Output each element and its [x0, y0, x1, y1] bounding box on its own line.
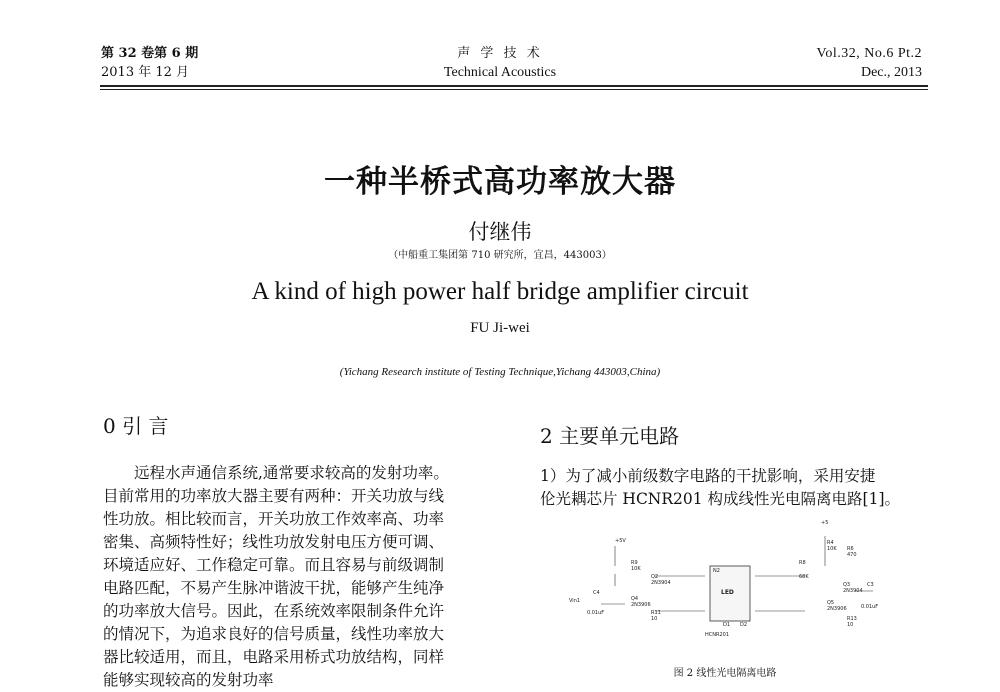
text-line: 的情况下，为追求良好的信号质量，线性功率放大: [103, 625, 445, 643]
r4-value: 10K: [827, 546, 837, 552]
c4-value: 0.01uF: [587, 610, 605, 616]
r6-label: R6: [847, 546, 854, 552]
author-en: FU Ji-wei: [470, 320, 530, 336]
text-line: 伦光耦芯片 HCNR201 构成线性光电隔离电路[1]。: [540, 490, 901, 508]
affiliation-cn: （中船重工集团第 710 研究所，宜昌，443003）: [388, 250, 612, 261]
header-rule-thick: [100, 85, 928, 87]
issue-date-cn: 2013 年 12 月: [101, 65, 190, 80]
q2-type: 2N3904: [651, 580, 671, 586]
text-line: 性功放。相比较而言，开关功放工作效率高、功率: [103, 510, 445, 528]
author-cn: 付继伟: [468, 220, 532, 244]
issue-volume-cn: 第 32 卷第 6 期: [101, 46, 199, 61]
r13-label: R13: [847, 616, 857, 622]
journal-name-cn: 声 学 技 术: [457, 46, 543, 61]
r8-label: R8: [799, 560, 806, 566]
d1-label: D1: [723, 622, 731, 628]
q3-type: 2N3904: [843, 588, 863, 594]
journal-name-en: Technical Acoustics: [443, 65, 557, 80]
q3-label: Q3: [843, 582, 851, 588]
q5-type: 2N3906: [827, 606, 847, 612]
paper-title-en: A kind of high power half bridge amplifier circuit: [251, 278, 749, 305]
text-line: 器比较适用，而且，电路采用桥式功放结构，同样: [103, 648, 445, 666]
figure-caption: 图 2 线性光电隔离电路: [673, 668, 777, 679]
q4-label: Q4: [631, 596, 639, 602]
issue-volume-en: Vol.32, No.6 Pt.2: [816, 46, 922, 61]
led-label: LED: [721, 589, 734, 596]
vcc-left-label: +5V: [615, 538, 626, 544]
intro-paragraph: [103, 462, 495, 692]
q5-label: Q5: [827, 600, 835, 606]
section-heading-introduction: 0 引 言: [103, 414, 169, 438]
q4-type: 2N3906: [631, 602, 651, 608]
affiliation-en: (Yichang Research institute of Testing Technique,Yichang 443003,China): [339, 366, 661, 378]
text-line: 1）为了减小前级数字电路的干扰影响，采用安捷: [540, 467, 876, 485]
text-line: 远程水声通信系统,通常要求较高的发射功率。: [134, 464, 449, 482]
section2-paragraph: [540, 465, 932, 511]
vcc-right-label: +5: [821, 520, 829, 526]
chip-n2-label: N2: [713, 568, 720, 574]
c3-label: C3: [867, 582, 874, 588]
issue-date-en: Dec., 2013: [860, 65, 922, 80]
paper-title-cn: 一种半桥式高功率放大器: [324, 164, 676, 200]
r6-value: 470: [847, 552, 857, 558]
r8-value: 68K: [799, 574, 809, 580]
c4-label: C4: [593, 590, 600, 596]
q2-label: Q2: [651, 574, 659, 580]
header-rule-thin: [100, 89, 928, 90]
r11-label: R11: [651, 610, 661, 616]
r13-value: 10: [847, 622, 854, 628]
section-heading-main-circuits: 2 主要单元电路: [540, 424, 680, 448]
r4-label: R4: [827, 540, 834, 546]
text-line: 密集、高频特性好；线性功放发射电压方便可调、: [103, 533, 445, 551]
chip-name-label: HCNR201: [705, 632, 730, 638]
vin-label: Vin1: [569, 598, 581, 604]
text-line: 的功率放大信号。因此，在系统效率限制条件允许: [103, 602, 445, 620]
c3-value: 0.01uF: [861, 604, 879, 610]
r9-value: 10K: [631, 566, 641, 572]
r9-label: R9: [631, 560, 638, 566]
r11-value: 10: [651, 616, 658, 622]
d2-label: D2: [740, 622, 748, 628]
text-line: 目前常用的功率放大器主要有两种：开关功放与线: [103, 487, 445, 505]
text-line: 能够实现较高的发射功率: [103, 671, 274, 689]
text-line: 电路匹配，不易产生脉冲谐波干扰，能够产生纯净: [103, 579, 445, 597]
text-line: 环境适应好、工作稳定可靠。而且容易与前级调制: [103, 556, 445, 574]
circuit-diagram: [555, 516, 895, 662]
